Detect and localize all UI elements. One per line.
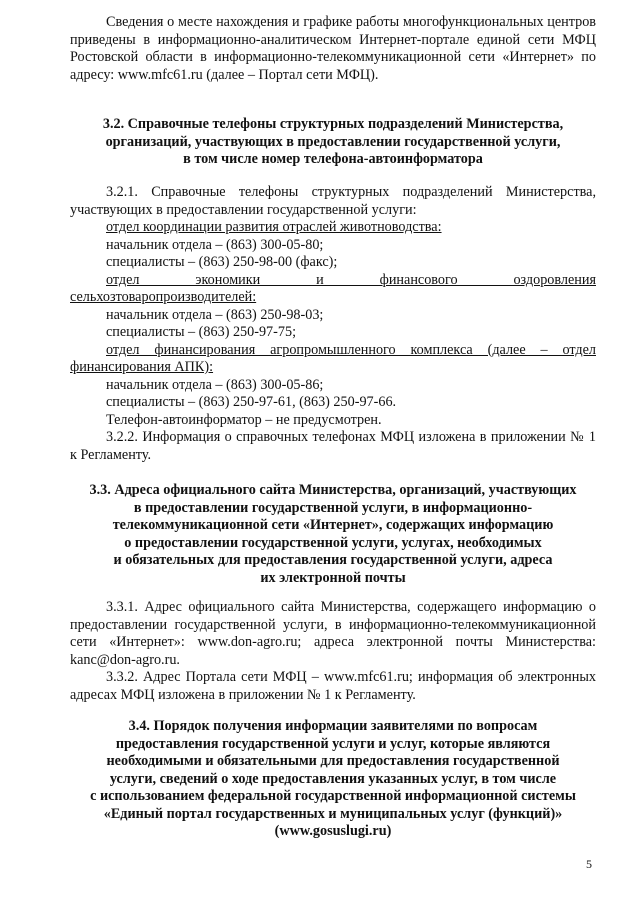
intro-paragraph: Сведения о месте нахождения и графике работы многофункциональных центров приведены в информационно-аналитическом Интернет-портале единой сети МФЦ Ростовской области в информационно-телекоммуникационной сети «Интернет» по адресу: www.mfc61.ru (далее – Портал сети МФЦ). — [70, 14, 596, 83]
dept-economics-title-line1: отдел экономики и финансового оздоровления — [106, 271, 596, 288]
heading-line: 3.4. Порядок получения информации заявителями по вопросам — [128, 718, 538, 734]
dept-economics-title-line2: сельхозтоваропроизводителей: — [70, 289, 257, 305]
heading-line: в том числе номер телефона-автоинформатора — [183, 151, 483, 167]
heading-line: и обязательных для предоставления государственной услуги, адреса — [113, 552, 553, 568]
heading-line: с использованием федеральной государственной информационной системы — [90, 788, 576, 804]
heading-line: телекоммуникационной сети «Интернет», содержащих информацию — [112, 517, 554, 533]
dept-finance-head-phone: начальник отдела – (863) 300-05-86; — [106, 376, 324, 393]
paragraph-3-3-1: 3.3.1. Адрес официального сайта Министерства, содержащего информацию о предоставлении государственной услуги, в информационно-телекоммуникационной сети «Интернет»: www.don-agro.ru; адреса электронной почты Министерства: kanc@don-agro.ru. — [70, 599, 596, 668]
heading-line: о предоставлении государственной услуги, услугах, необходимых — [124, 534, 542, 551]
section-3-2-heading — [70, 116, 596, 169]
heading-line: 3.2. Справочные телефоны структурных подразделений Министерства, — [102, 116, 564, 132]
heading-line: (www.gosuslugi.ru) — [274, 823, 392, 839]
dept-economics-head-phone: начальник отдела – (863) 250-98-03; — [106, 306, 324, 323]
paragraph-3-2-2: 3.2.2. Информация о справочных телефонах МФЦ изложена в приложении № 1 к Регламенту. — [70, 429, 596, 463]
dept-livestock-title: отдел координации развития отраслей животноводства: — [106, 219, 442, 235]
dept-livestock-staff-phone: специалисты – (863) 250-98-00 (факс); — [106, 254, 338, 270]
dept-finance-staff-phone: специалисты – (863) 250-97-61, (863) 250-97-66. — [106, 394, 397, 410]
heading-line: необходимыми и обязательными для предоставления государственной — [106, 753, 560, 769]
section-3-2-body — [70, 184, 596, 464]
heading-line: 3.3. Адреса официального сайта Министерства, организаций, участвующих — [89, 482, 577, 498]
heading-line: в предоставлении государственной услуги, в информационно- — [133, 499, 533, 516]
heading-line: предоставления государственной услуги и услуг, которые являются — [115, 735, 551, 752]
heading-line: услуги, сведений о ходе предоставления указанных услуг, в том числе — [109, 770, 557, 787]
dept-livestock-head-phone: начальник отдела – (863) 300-05-80; — [106, 236, 324, 253]
dept-finance-title-line1: отдел финансирования агропромышленного комплекса (далее – отдел — [106, 341, 596, 358]
dept-economics-staff-phone: специалисты – (863) 250-97-75; — [106, 324, 297, 340]
page-number: 5 — [586, 857, 592, 871]
auto-informer-line: Телефон-автоинформатор – не предусмотрен. — [106, 411, 382, 428]
intro-block — [70, 14, 596, 84]
section-3-3-heading — [70, 482, 596, 587]
heading-line: их электронной почты — [260, 569, 406, 586]
paragraph-3-3-2: 3.3.2. Адрес Портала сети МФЦ – www.mfc61.ru; информация об электронных адресах МФЦ изложена в приложении № 1 к Регламенту. — [70, 669, 596, 703]
section-3-4-heading — [70, 718, 596, 841]
paragraph-3-2-1: 3.2.1. Справочные телефоны структурных подразделений Министерства, участвующих в предоставлении государственной услуги: — [70, 184, 596, 218]
heading-line: организаций, участвующих в предоставлении государственной услуги, — [105, 133, 561, 150]
dept-finance-title-line2: финансирования АПК): — [70, 359, 214, 375]
section-3-3-body — [70, 599, 596, 704]
heading-line: «Единый портал государственных и муниципальных услуг (функций)» — [103, 805, 563, 822]
